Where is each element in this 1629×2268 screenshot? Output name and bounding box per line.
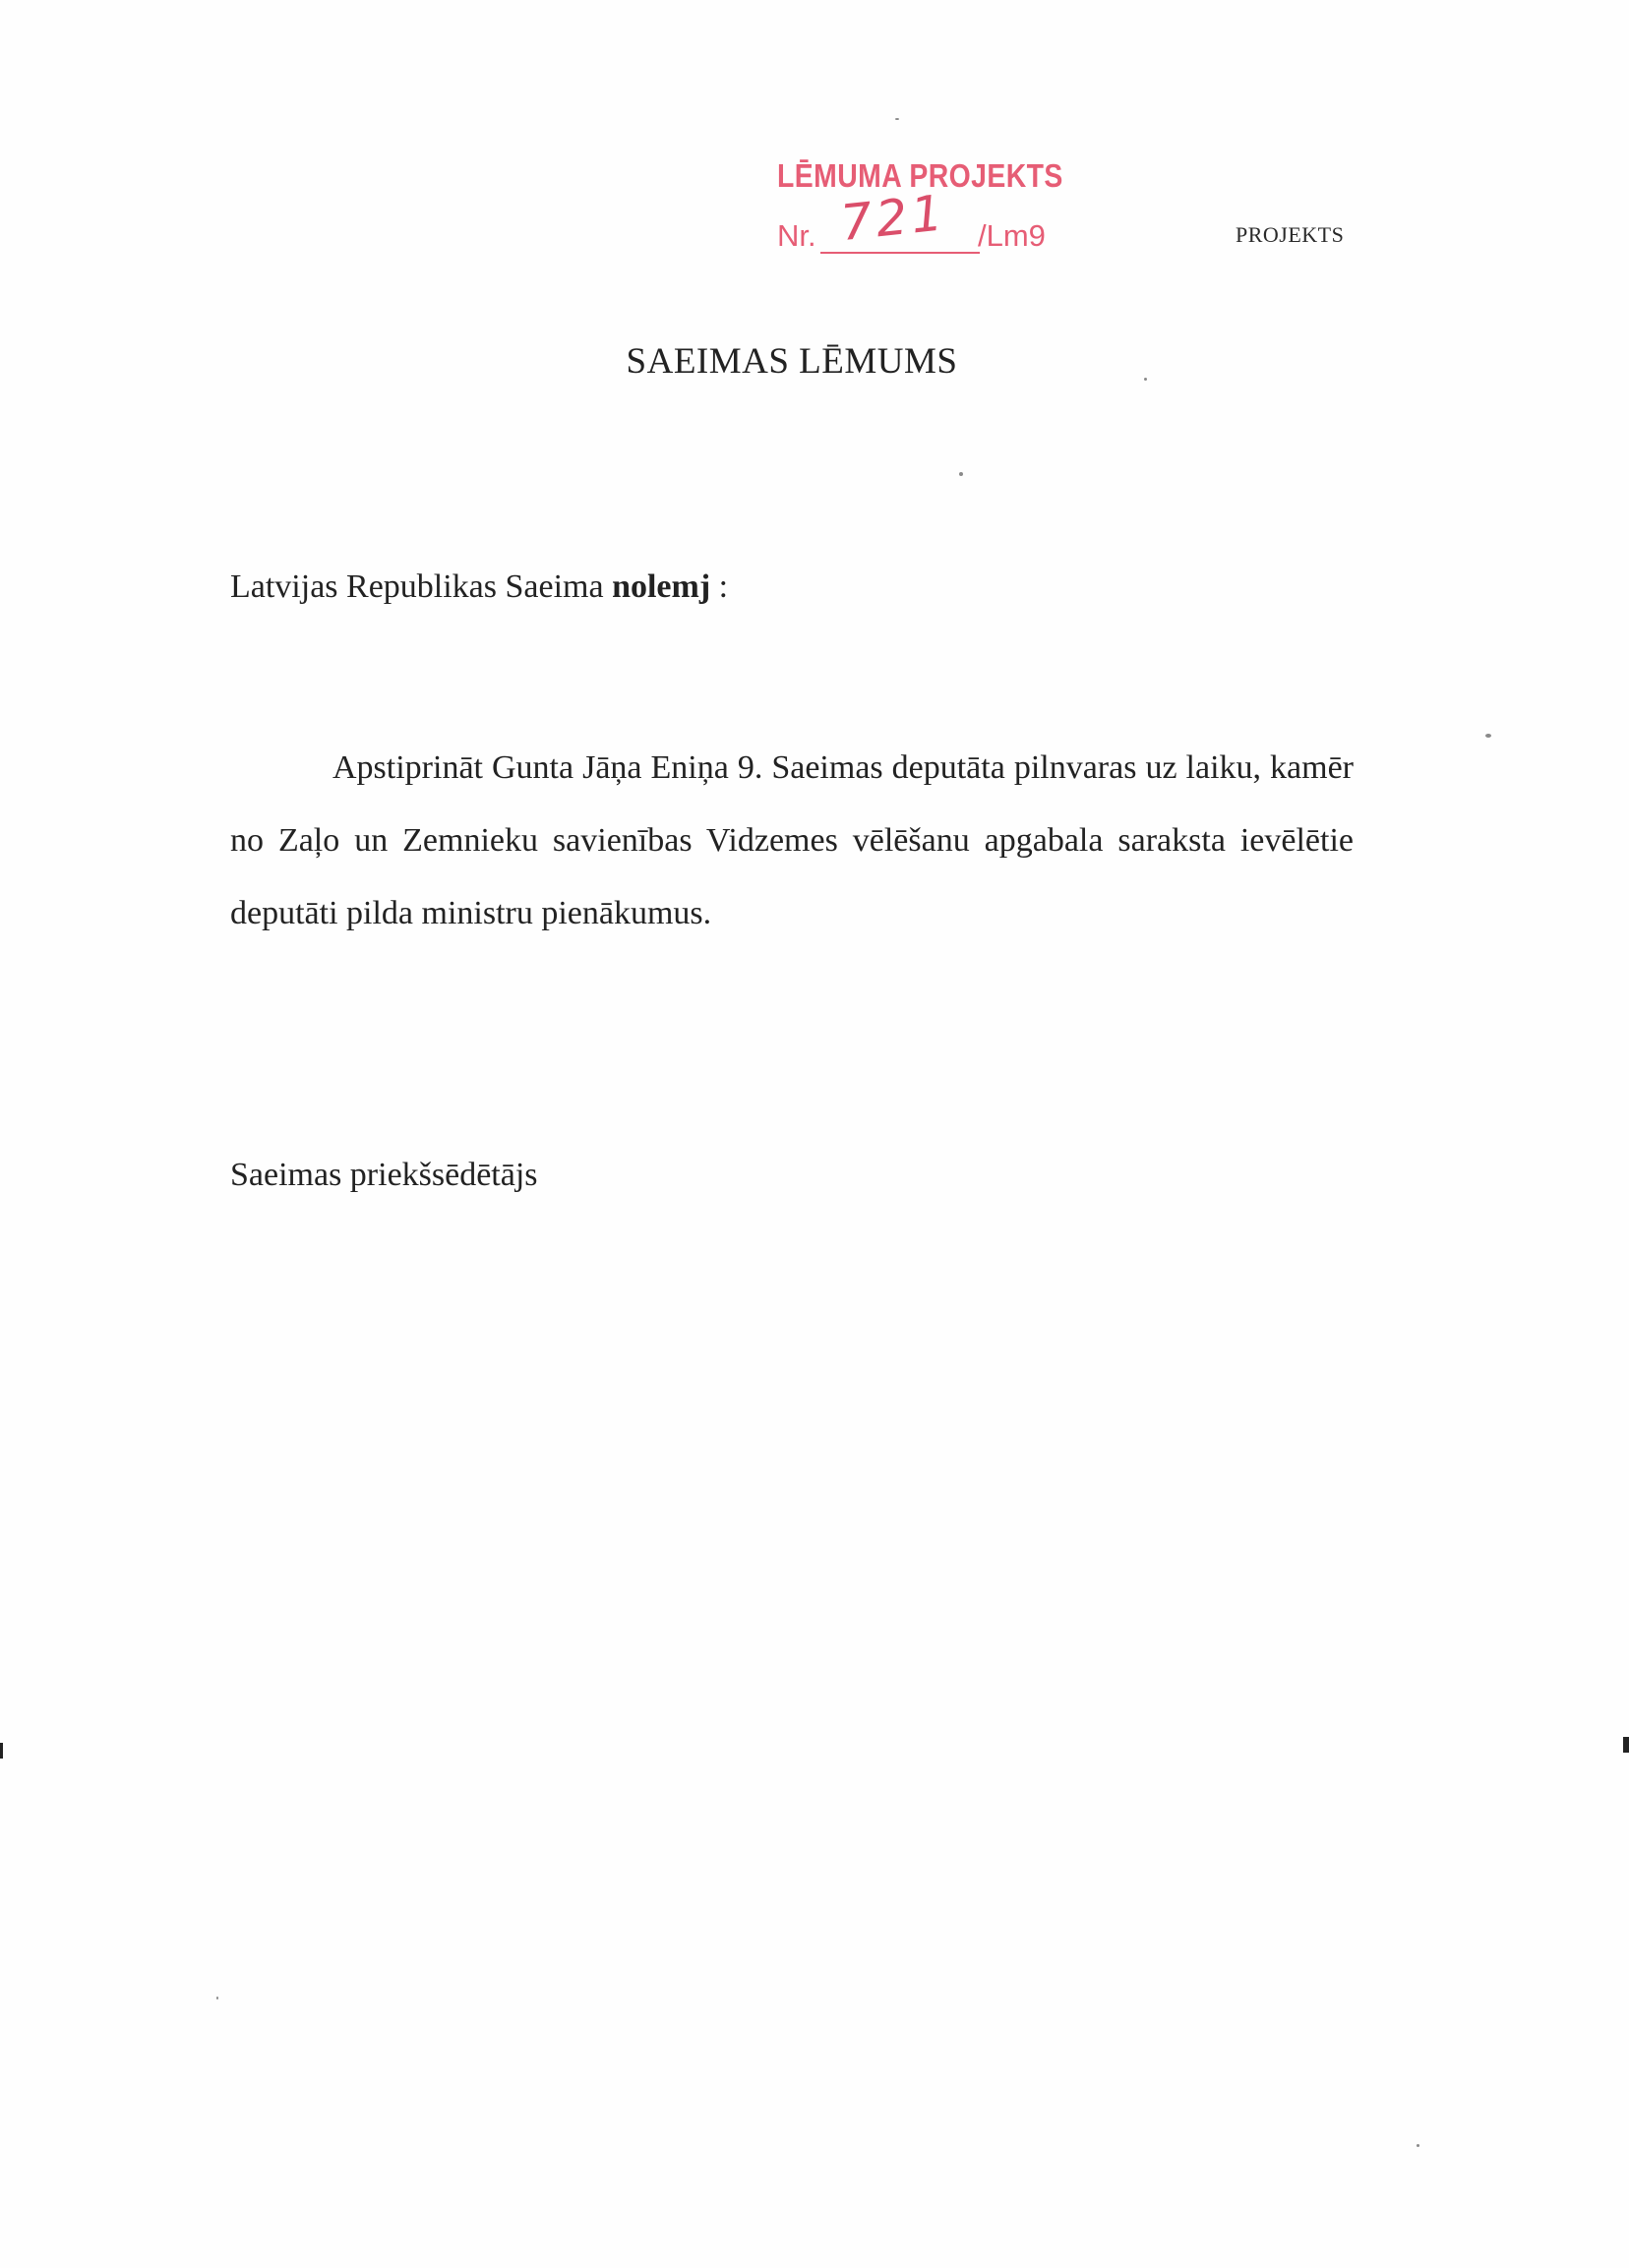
intro-bold: nolemj [612, 568, 711, 605]
scan-speck [895, 118, 899, 120]
scan-speck [1417, 2144, 1419, 2147]
scan-speck [216, 1997, 218, 1999]
decision-body: Apstiprināt Gunta Jāņa Eniņa 9. Saeimas deputāta pilnvaras uz laiku, kamēr no Zaļo un Zemnieku savienības Vidzemes vēlēšanu apgabala saraksta ievēlētie deputāti pilda ministru pienākumus. [230, 749, 1354, 931]
scan-speck [959, 472, 963, 476]
scan-edge-mark [1623, 1737, 1629, 1753]
stamp-nr-label: Nr. [777, 218, 816, 253]
stamp-title: LĒMUMA PROJEKTS [777, 157, 1063, 194]
projekts-label: PROJEKTS [1236, 222, 1345, 247]
document-title: SAEIMAS LĒMUMS [626, 341, 958, 382]
scan-speck [1485, 734, 1491, 738]
scan-speck [1144, 378, 1147, 381]
stamp-suffix: /Lm9 [978, 218, 1046, 253]
intro-line [230, 568, 728, 606]
scan-edge-mark [0, 1743, 3, 1759]
intro-prefix: Latvijas Republikas Saeima [230, 568, 613, 605]
signature-line: Saeimas priekšsēdētājs [230, 1157, 538, 1193]
intro-suffix: : [710, 568, 729, 605]
stamp-handwritten-number: 721 [837, 184, 949, 252]
stamp-number-underline [820, 252, 980, 254]
